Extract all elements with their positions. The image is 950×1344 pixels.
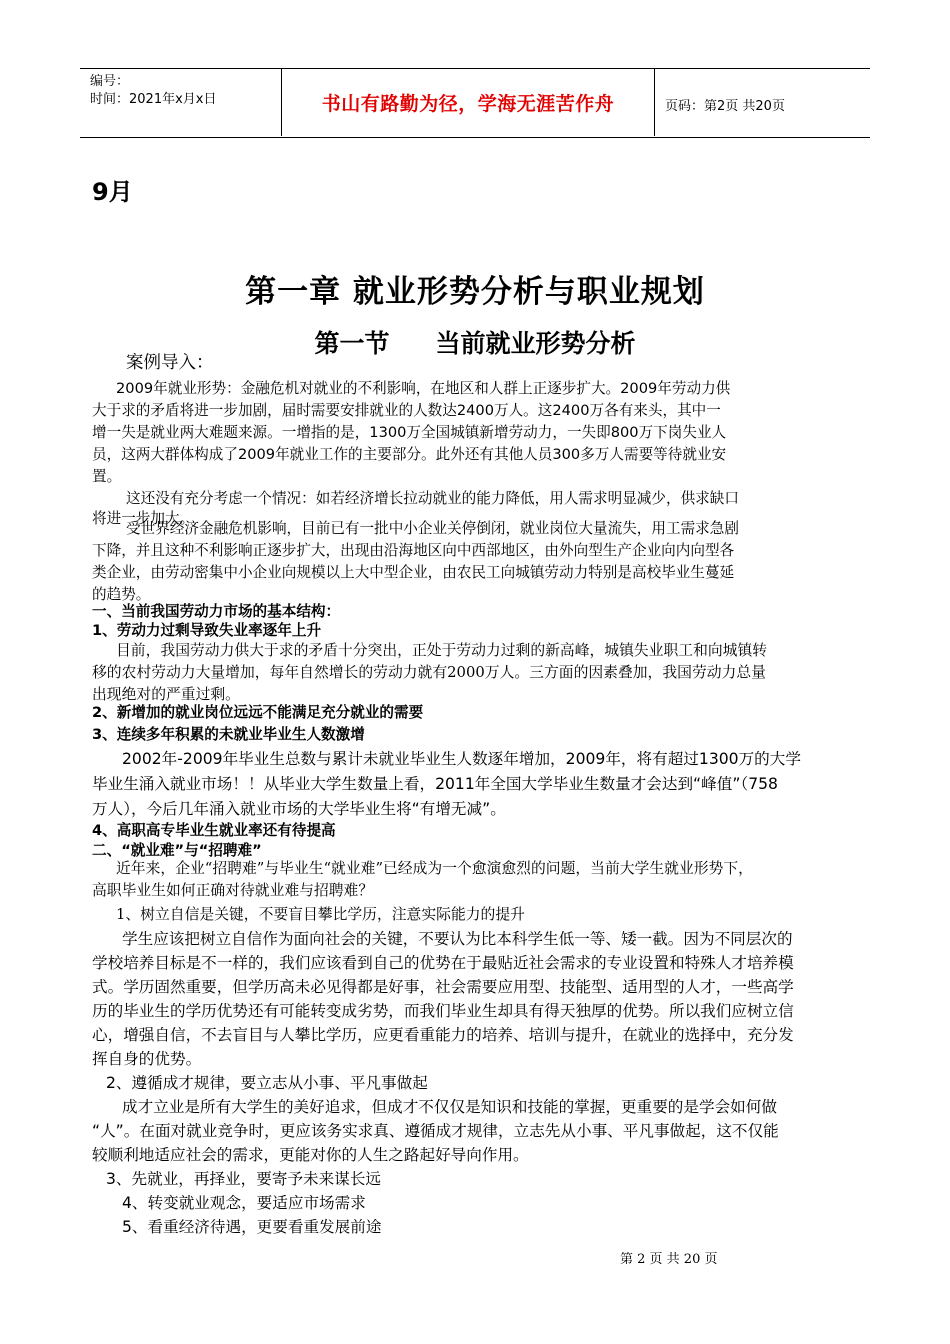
list-item: 5、看重经济待遇，更要看重发展前途 [122,1218,382,1236]
subheading-1: 1、劳动力过剩导致失业率逐年上升 [92,622,322,639]
paragraph-line: 2009年就业形势：金融危机对就业的不利影响，在地区和人群上正逐步扩大。2009年劳动力供 [116,380,731,397]
page-label: 页码：第2页 共20页 [665,99,785,114]
paragraph-line: 的趋势。 [92,586,151,603]
paragraph-line: 式。学历固然重要，但学历高未必见得都是好事，社会需要应用型、技能型、适用型的人才，一些高学 [92,978,794,996]
paragraph-line: 出现绝对的严重过剩。 [92,686,240,703]
paragraph-line: 置。 [92,468,122,485]
paragraph-line: 目前，我国劳动力供大于求的矛盾十分突出，正处于劳动力过剩的新高峰，城镇失业职工和向城镇转 [116,642,768,659]
paragraph-line: 员，这两大群体构成了2009年就业工作的主要部分。此外还有其他人员300多万人需要等待就业安 [92,446,727,463]
paragraph-line: 成才立业是所有大学生的美好追求，但成才不仅仅是知识和技能的掌握，更重要的是学会如何做 [122,1098,777,1116]
paragraph-line: 毕业生涌入就业市场！！从毕业大学生数量上看，2011年全国大学毕业生数量才会达到“峰值”（758 [92,775,778,793]
list-item: 1、树立自信是关键，不要盲目攀比学历，注意实际能力的提升 [116,906,525,923]
subheading-3: 3、连续多年积累的未就业毕业生人数激增 [92,726,365,743]
paragraph-line: 下降，并且这种不利影响正逐步扩大，出现由沿海地区向中西部地区，由外向型生产企业向内向型各 [92,542,735,559]
paragraph-line: “人”。在面对就业竞争时，更应该务实求真、遵循成才规律，立志先从小事、平凡事做起，这不仅能 [92,1122,779,1140]
section-name: 当前就业形势分析 [435,329,636,358]
list-item: 3、先就业，再择业，要寄予未来谋长远 [106,1170,382,1188]
subheading-4: 4、高职高专毕业生就业率还有待提高 [92,822,336,839]
paragraph-line: 类企业，由劳动密集中小企业向规模以上大中型企业，由农民工向城镇劳动力特别是高校毕业生蔓延 [92,564,735,581]
paragraph-line: 近年来，企业“招聘难”与毕业生“就业难”已经成为一个愈演愈烈的问题，当前大学生就业形势下， [116,860,753,877]
paragraph-line: 大于求的矛盾将进一步加剧，届时需要安排就业的人数达2400万人。这2400万各有来头，其中一 [92,402,721,419]
header-motto: 书山有路勤为径，学海无涯苦作舟 [281,69,655,136]
paragraph-line: 历的毕业生的学历优势还有可能转变成劣势，而我们毕业生却具有得天独厚的优势。所以我们应树立信 [92,1002,794,1020]
paragraph-line: 学生应该把树立自信作为面向社会的关键，不要认为比本科学生低一等、矮一截。因为不同层次的 [122,930,793,948]
paragraph-line: 移的农村劳动力大量增加，每年自然增长的劳动力就有2000万人。三方面的因素叠加，我国劳动力总量 [92,664,766,681]
page-footer: 第 2 页 共 20 页 [620,1252,718,1267]
list-item: 2、遵循成才规律，要立志从小事、平凡事做起 [106,1074,428,1092]
paragraph-line: 挥自身的优势。 [92,1050,202,1068]
month-heading: 9月 [92,178,133,206]
page-header [80,68,870,138]
paragraph-line: 受世界经济金融危机影响，目前已有一批中小企业关停倒闭，就业岗位大量流失，用工需求急剧 [126,520,739,537]
section-number: 第一节 [314,329,390,358]
paragraph-line: 万人），今后几年涌入就业市场的大学毕业生将“有增无减”。 [92,800,506,818]
paragraph-line: 学校培养目标是不一样的，我们应该看到自己的优势在于最贴近社会需求的专业设置和特殊人才培养模 [92,954,794,972]
paragraph-line: 2002年-2009年毕业生总数与累计未就业毕业生人数逐年增加，2009年，将有超过1300万的大学 [122,750,801,768]
heading-2: 二、“就业难”与“招聘难” [92,842,262,859]
number-label: 编号： [90,74,130,89]
paragraph-line: 这还没有充分考虑一个情况：如若经济增长拉动就业的能力降低，用人需求明显减少，供求缺口 [126,490,739,507]
subheading-2: 2、新增加的就业岗位远远不能满足充分就业的需要 [92,704,424,721]
chapter-title: 第一章 就业形势分析与职业规划 [245,274,705,310]
paragraph-line: 心，增强自信，不去盲目与人攀比学历，应更看重能力的培养、培训与提升，在就业的选择中，充分发 [92,1026,794,1044]
paragraph-line: 增一失是就业两大难题来源。一增指的是，1300万全国城镇新增劳动力，一失即800万下岗失业人 [92,424,727,441]
paragraph-line: 高职毕业生如何正确对待就业难与招聘难？ [92,882,374,899]
list-item: 4、转变就业观念，要适应市场需求 [122,1194,366,1212]
paragraph-line: 将进一步加大。 [92,510,195,527]
heading-1: 一、当前我国劳动力市场的基本结构： [92,603,341,620]
time-label: 时间：2021年x月x日 [90,92,217,107]
paragraph-line: 较顺利地适应社会的需求，更能对你的人生之路起好导向作用。 [92,1146,529,1164]
header-meta [90,73,216,109]
case-intro-label: 案例导入： [126,353,214,373]
